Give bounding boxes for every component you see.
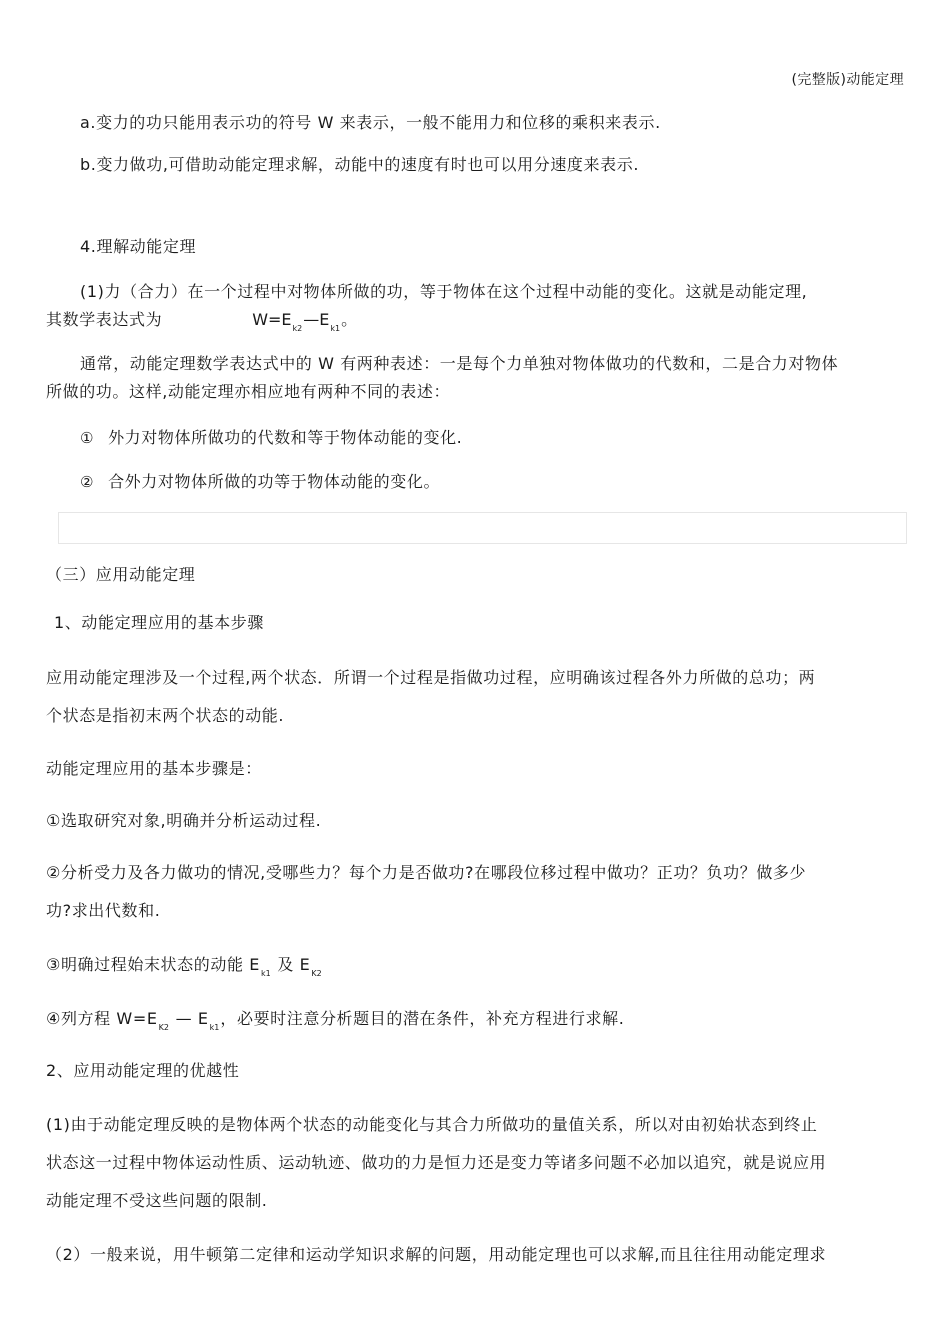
- paragraph-definition-line2: [46, 309, 357, 334]
- text-line-b: b.变力做功,可借助动能定理求解，动能中的速度有时也可以用分速度来表示.: [80, 155, 640, 174]
- advantage-2-line1: （2）一般来说，用牛顿第二定律和运动学知识求解的问题，用动能定理也可以求解,而且往往用动能定理求: [46, 1245, 827, 1264]
- list-item-1-text: 外力对物体所做功的代数和等于物体动能的变化.: [108, 428, 463, 447]
- paragraph-two-forms-line2: 所做的功。这样,动能定理亦相应地有两种不同的表述：: [46, 382, 451, 401]
- paragraph-two-forms-line1: 通常，动能定理数学表达式中的 W 有两种表述：一是每个力单独对物体做功的代数和，二是合力对物体: [80, 354, 839, 373]
- advantage-1-line2: 状态这一过程中物体运动性质、运动轨迹、做功的力是恒力还是变力等诸多问题不必加以追究，就是说应用: [46, 1153, 827, 1172]
- formula-intro: 其数学表达式为: [46, 310, 163, 329]
- heading-understand-theorem: 4.理解动能定理: [80, 237, 197, 256]
- list-item-2: [80, 471, 440, 493]
- advantage-1-line3: 动能定理不受这些问题的限制.: [46, 1191, 268, 1210]
- list-marker-2: ②: [80, 473, 95, 491]
- formula-work-energy: $W=E_{k2}—E_{k1}$。: [252, 310, 358, 333]
- heading-advantages: 2、应用动能定理的优越性: [46, 1061, 240, 1080]
- step-4: ④列方程 $W=E_{K2}$ — $E_{k1}$，必要时注意分析题目的潜在条件，补充方程进行求解.: [46, 1009, 625, 1032]
- list-item-2-text: 合外力对物体所做的功等于物体动能的变化。: [108, 472, 441, 491]
- steps-intro: 动能定理应用的基本步骤是：: [46, 759, 262, 778]
- list-item-1: [80, 427, 462, 449]
- empty-box-divider: [58, 512, 907, 544]
- list-marker-1: ①: [80, 429, 95, 447]
- step-2-line2: 功?求出代数和.: [46, 901, 161, 920]
- paragraph-definition-line1: (1)力（合力）在一个过程中对物体所做的功，等于物体在这个过程中动能的变化。这就是动能定理,: [80, 282, 808, 301]
- heading-apply-theorem: （三）应用动能定理: [46, 565, 196, 584]
- step-2-line1: ②分析受力及各力做功的情况,受哪些力？每个力是否做功?在哪段位移过程中做功？正功？负功？做多少: [46, 863, 807, 882]
- heading-basic-steps: 1、动能定理应用的基本步骤: [54, 613, 264, 632]
- step-3: ③明确过程始末状态的动能 $E_{k1}$ 及 $E_{K2}$: [46, 955, 322, 978]
- paragraph-process-line1: 应用动能定理涉及一个过程,两个状态．所谓一个过程是指做功过程，应明确该过程各外力所做的总功；两: [46, 668, 816, 687]
- paragraph-process-line2: 个状态是指初末两个状态的动能.: [46, 706, 285, 725]
- step-1: ①选取研究对象,明确并分析运动过程.: [46, 811, 322, 830]
- text-line-a: a.变力的功只能用表示功的符号 W 来表示，一般不能用力和位移的乘积来表示.: [80, 113, 661, 132]
- advantage-1-line1: (1)由于动能定理反映的是物体两个状态的动能变化与其合力所做功的量值关系，所以对由初始状态到终止: [46, 1115, 818, 1134]
- document-title: (完整版)动能定理: [791, 72, 904, 88]
